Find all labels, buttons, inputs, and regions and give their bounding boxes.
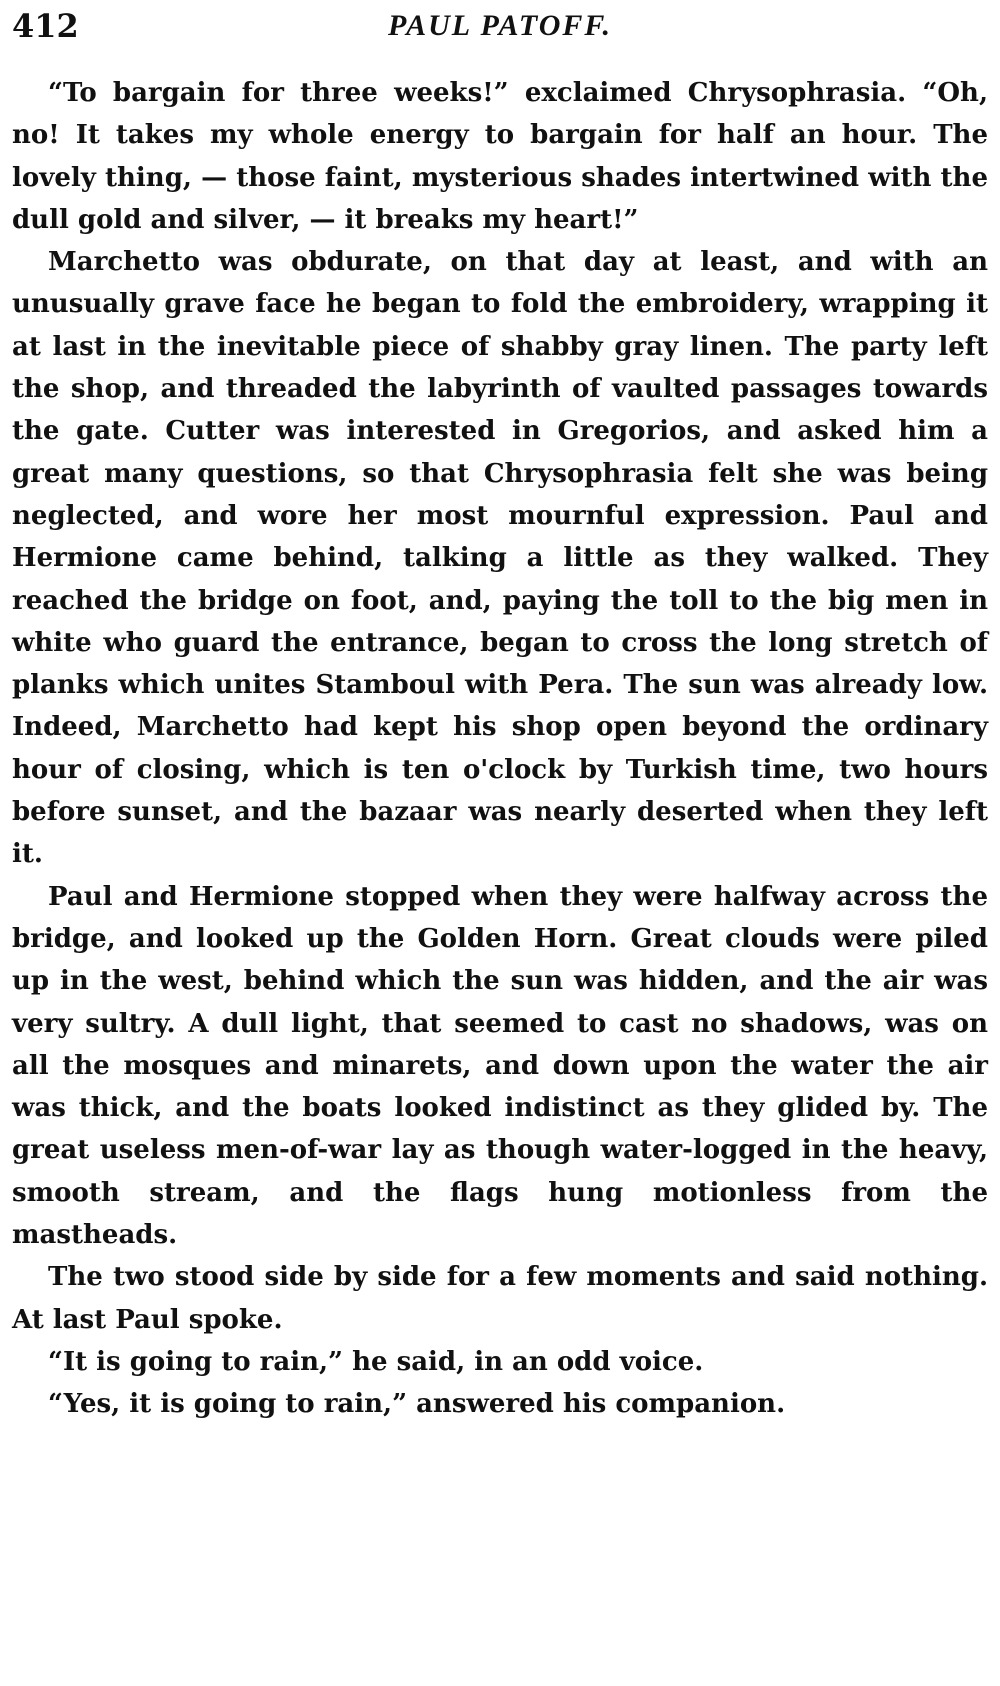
book-page: [12, 0, 988, 1686]
paragraph-4: The two stood side by side for a few moments and said nothing. At last Paul spoke.: [12, 1262, 988, 1335]
paragraph-1: “To bargain for three weeks!” exclaimed Chrysophrasia. “Oh, no! It takes my whole energy to bargain for half an hour. The lovely thing, — those faint, mysterious shades intertwined with the dull gold and silver, — it breaks my heart!”: [12, 78, 988, 235]
paragraph-6: “Yes, it is going to rain,” answered his companion.: [48, 1389, 786, 1420]
paragraph-2: Marchetto was obdurate, on that day at least, and with an unusually grave face he began to fold the embroidery, wrapping it at last in the inevitable piece of shabby gray linen. The party left the shop, and threaded the labyrinth of vaulted passages towards the gate. Cutter was interested in Gregorios, and asked him a great many questions, so that Chrysophrasia felt she was being neglected, and wore her most mournful expression. Paul and Hermione came behind, talking a little as they walked. They reached the bridge on foot, and, paying the toll to the big men in white who guard the entrance, began to cross the long stretch of planks which unites Stamboul with Pera. The sun was already low. Indeed, Marchetto had kept his shop open beyond the ordinary hour of closing, which is ten o'clock by Turkish time, two hours before sunset, and the bazaar was nearly deserted when they left it.: [12, 247, 988, 870]
running-head: PAUL PATOFF.: [387, 9, 613, 42]
body-text: [12, 72, 988, 1426]
paragraph-3: Paul and Hermione stopped when they were halfway across the bridge, and looked up the Golden Horn. Great clouds were piled up in the west, behind which the sun was hidden, and the air was very sultry. A dull light, that seemed to cast no shadows, was on all the mosques and minarets, and down upon the water the air was thick, and the boats looked indistinct as they glided by. The great useless men-of-war lay as though water-logged in the heavy, smooth stream, and the flags hung motionless from the mastheads.: [12, 881, 988, 1251]
paragraph-5: “It is going to rain,” he said, in an odd voice.: [48, 1346, 704, 1377]
page-header: [12, 6, 988, 46]
page-number: 412: [12, 7, 79, 45]
